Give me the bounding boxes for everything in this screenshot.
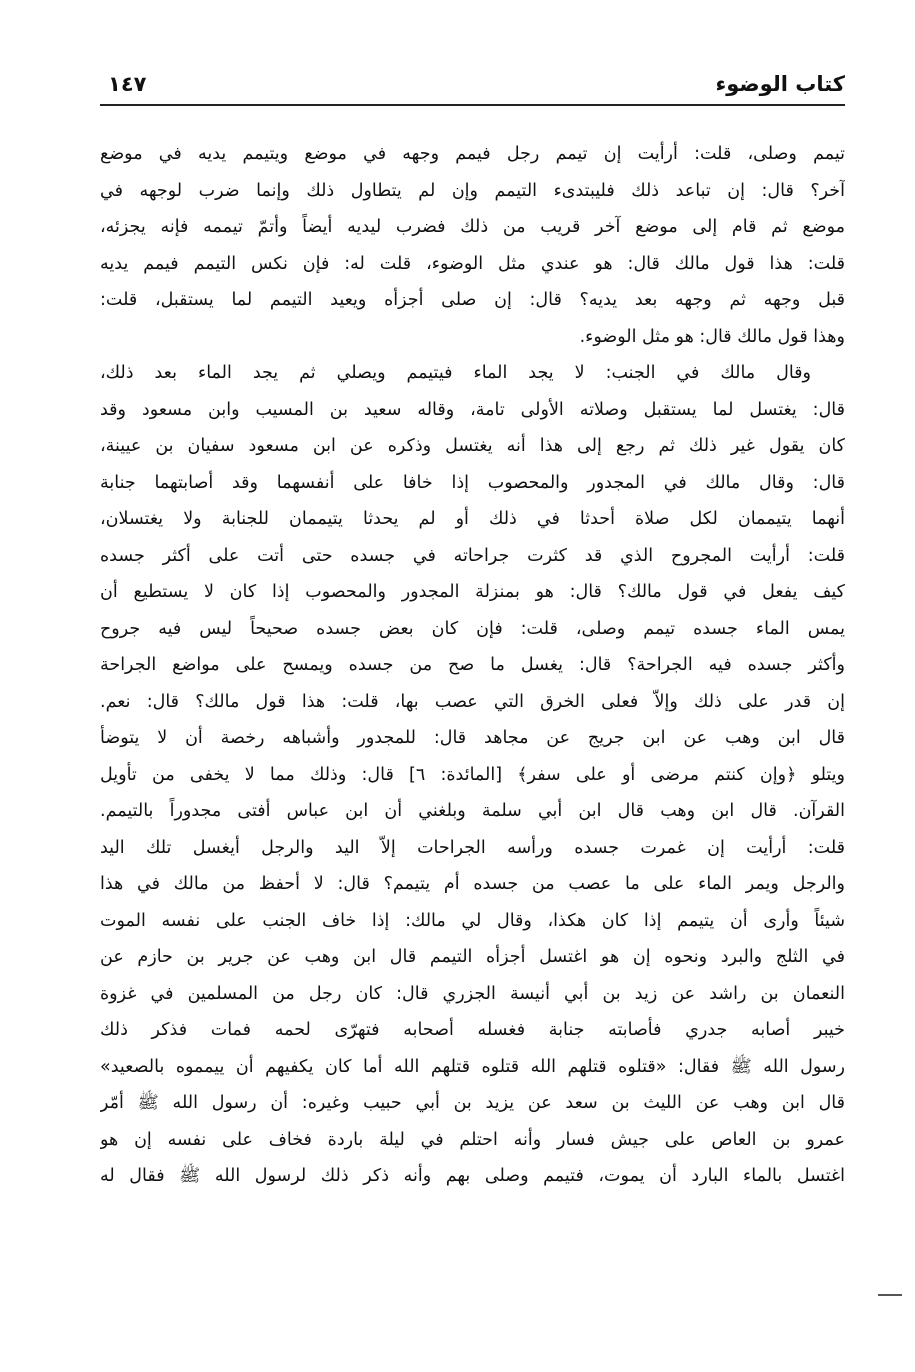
text-line: رسول الله ﷺ فقال: «قتلوه قتلهم الله قتلوه قتلهم الله أما كان يكفيهم أن ييمموه بالصعيد» <box>100 1056 845 1077</box>
text-line: أنهما يتيممان لكل صلاة أحدثا في ذلك أو لم يحدثا يتيممان للجنابة ولا يغتسلان، <box>100 509 845 529</box>
body-text <box>100 136 845 1195</box>
book-page <box>100 70 845 1195</box>
text-line: القرآن. قال ابن وهب قال ابن أبي سلمة وبلغني أن ابن عباس أفتى مجدوراً بالتيمم. <box>100 801 845 821</box>
text-line: قال ابن وهب عن ابن جريج عن مجاهد قال: للمجدور وأشباهه رخصة أن لا يتوضأ <box>100 728 845 748</box>
text-line: خيبر أصابه جدري فأصابته جنابة فغسله أصحابه فتهرّى لحمه فمات فذكر ذلك <box>100 1020 845 1040</box>
text-line: كيف يفعل في قول مالك؟ قال: هو بمنزلة المجدور والمحصوب إذا كان لا يستطيع أن <box>100 582 845 602</box>
text-line: اغتسل بالماء البارد أن يموت، فتيمم وصلى بهم وأنه ذكر ذلك لرسول الله ﷺ فقال له <box>100 1166 845 1186</box>
margin-mark <box>878 1294 902 1296</box>
text-line: تيمم وصلى، قلت: أرأيت إن تيمم رجل فيمم وجهه في موضع ويتيمم يديه في موضع <box>100 144 845 164</box>
text-line: في الثلج والبرد ونحوه إن هو اغتسل أجزأه التيمم قال ابن وهب عن جرير بن حازم عن <box>100 947 845 967</box>
page-header <box>100 70 845 106</box>
text-line: النعمان بن راشد عن زيد بن أبي أنيسة الجزري قال: كان رجل من المسلمين في غزوة <box>100 983 845 1004</box>
text-line: قلت: هذا قول مالك قال: هو عندي مثل الوضوء، قلت له: فإن نكس التيمم فيمم يديه <box>100 253 845 274</box>
text-line: قبل وجهه ثم وجهه بعد يديه؟ قال: إن صلى أجزأه ويعيد التيمم لما يستقبل، قلت: <box>100 290 845 310</box>
text-line: موضع ثم قام إلى موضع آخر قريب من ذلك فضرب ليديه أيضاً وأتمّ تيممه فإنه يجزئه، <box>100 217 845 237</box>
text-line: كان يقول غير ذلك ثم رجع إلى هذا أنه يغتسل وذكره عن ابن مسعود سفيان بن عيينة، <box>100 436 845 456</box>
page-number: ١٤٧ <box>108 72 147 96</box>
text-line: شيئاً وأرى أن يتيمم إذا كان هكذا، وقال لي مالك: إذا خاف الجنب على نفسه الموت <box>100 910 845 931</box>
text-line: قلت: أرأيت المجروح الذي قد كثرت جراحاته في جسده حتى أتت على أكثر جسده <box>100 545 845 566</box>
text-line: قال: وقال مالك في المجدور والمحصوب إذا خافا على أنفسهما وقد أصابتهما جنابة <box>100 472 845 493</box>
text-line: قلت: أرأيت إن غمرت جسده ورأسه الجراحات إلاّ اليد والرجل أيغسل تلك اليد <box>100 837 845 858</box>
text-line: عمرو بن العاص على جيش فسار وأنه احتلم في ليلة باردة فخاف على نفسه إن هو <box>100 1129 845 1150</box>
text-line: قال ابن وهب عن الليث بن سعد عن يزيد بن أبي حبيب وغيره: أن رسول الله ﷺ أمّر <box>100 1093 845 1113</box>
text-line: ويتلو ﴿وإن كنتم مرضى أو على سفر﴾ [المائدة: ٦] قال: وذلك مما لا يخفى من تأويل <box>100 764 845 785</box>
text-line: إن قدر على ذلك وإلاّ فعلى الخرق التي عصب بها، قلت: هذا قول مالك؟ قال: نعم. <box>100 691 845 712</box>
text-line: وهذا قول مالك قال: هو مثل الوضوء. <box>579 326 845 347</box>
text-line: وقال مالك في الجنب: لا يجد الماء فيتيمم ويصلي ثم يجد الماء بعد ذلك، <box>100 363 811 383</box>
running-title: كتاب الوضوء <box>715 72 845 96</box>
text-line: قال: يغتسل لما يستقبل وصلاته الأولى تامة، وقاله سعيد بن المسيب وابن مسعود وقد <box>100 399 845 420</box>
text-line: وأكثر جسده فيه الجراحة؟ قال: يغسل ما صح من جسده ويمسح على مواضع الجراحة <box>100 655 845 675</box>
text-line: آخر؟ قال: إن تباعد ذلك فليبتدىء التيمم وإن لم يتطاول ذلك وإنما ضرب لوجهه في <box>100 180 845 201</box>
text-line: والرجل ويمر الماء على ما عصب من جسده أم يتيمم؟ قال: لا أحفظ من مالك في هذا <box>100 874 845 894</box>
text-line: يمس الماء جسده تيمم وصلى، قلت: فإن كان بعض جسده صحيحاً ليس فيه جروح <box>100 618 845 639</box>
